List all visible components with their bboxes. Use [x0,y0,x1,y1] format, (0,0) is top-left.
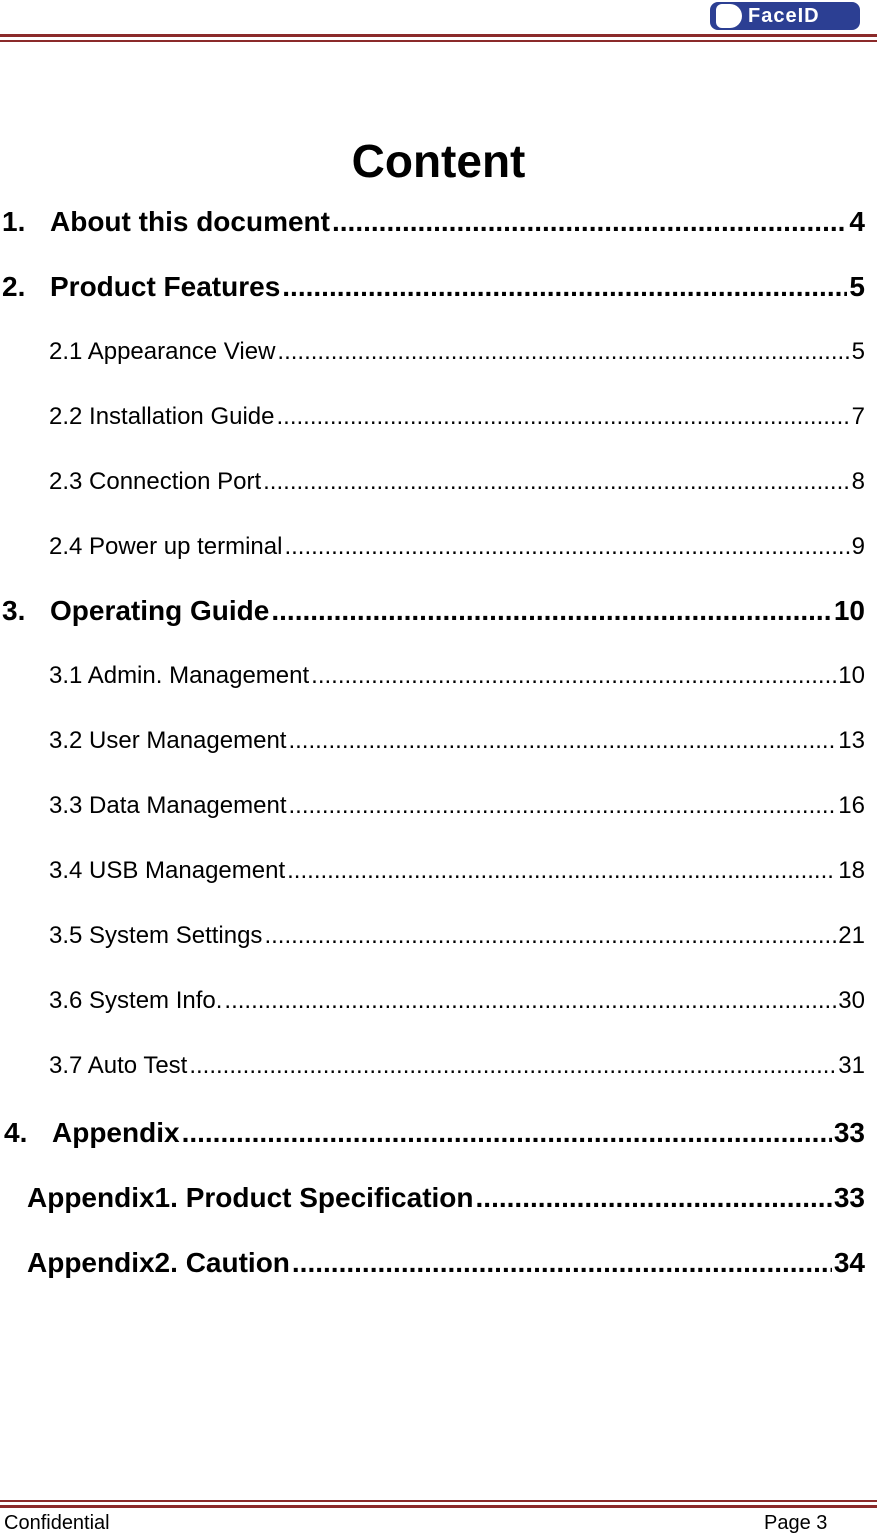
toc-page: 18 [838,857,865,884]
toc-page: 9 [851,533,865,560]
toc-number: 3. [2,595,26,626]
toc-entry[interactable] [49,662,865,690]
toc-page: 10 [833,595,865,626]
toc-page: 8 [851,468,865,495]
toc-entry[interactable] [49,338,865,366]
toc-entry[interactable] [49,922,865,950]
toc-page: 34 [833,1247,865,1278]
toc-label: 3.3 Data Management [49,792,287,819]
toc-number: 1. [2,206,26,237]
toc-leader [264,922,836,950]
toc-leader [288,727,836,755]
toc-label: 3.4 USB Management [49,857,286,884]
toc-page: 5 [849,271,865,302]
footer-page-number: Page 3 [764,1512,828,1534]
toc-leader [189,1052,836,1080]
faceid-logo [710,2,860,30]
toc-leader [282,271,847,303]
toc-label: 3.6 System Info. [49,987,223,1014]
toc-label: 2.1 Appearance View [49,338,276,365]
toc-entry[interactable] [49,857,865,885]
toc-entry[interactable] [2,206,865,238]
toc-entry[interactable] [49,533,865,561]
toc-leader [287,857,836,885]
toc-leader [288,792,836,820]
toc-number: 2. [2,271,26,302]
toc-label: 2.4 Power up terminal [49,533,283,560]
toc-page: 5 [851,338,865,365]
toc-entry[interactable] [27,1182,865,1214]
footer-confidential: Confidential [4,1512,110,1534]
toc-entry[interactable] [49,403,865,431]
face-icon [716,4,742,28]
header-rule-top [0,34,877,37]
toc-leader [277,338,849,366]
toc-entry[interactable] [49,1052,865,1080]
toc-label: Operating Guide [50,595,270,626]
toc-page: 31 [838,1052,865,1079]
toc-label: 3.1 Admin. Management [49,662,310,689]
toc-leader [182,1117,832,1149]
toc-leader [276,403,849,431]
toc-label: Appendix2. Caution [27,1247,290,1278]
toc-page: 4 [849,206,865,237]
toc-entry[interactable] [49,792,865,820]
toc-page: 21 [838,922,865,949]
toc-label: 2.2 Installation Guide [49,403,275,430]
toc-leader [311,662,836,690]
footer-rule-top [0,1500,877,1502]
page-title: Content [351,135,526,187]
toc-entry[interactable] [2,271,865,303]
footer-rule-bottom [0,1505,877,1508]
toc-leader [271,595,831,627]
toc-page: 13 [838,727,865,754]
toc-label: 3.5 System Settings [49,922,263,949]
toc-entry[interactable] [4,1117,865,1149]
toc-entry[interactable] [49,727,865,755]
toc-label: Appendix [52,1117,180,1148]
toc-leader [476,1182,832,1214]
toc-entry[interactable] [49,987,865,1015]
toc-page: 30 [838,987,865,1014]
toc-page: 33 [833,1182,865,1213]
toc-label: 2.3 Connection Port [49,468,262,495]
toc-leader [292,1247,832,1279]
toc-page: 10 [838,662,865,689]
toc-label: 3.7 Auto Test [49,1052,188,1079]
toc-leader [263,468,850,496]
toc-leader [224,987,836,1015]
toc-label: 3.2 User Management [49,727,287,754]
toc-label: Appendix1. Product Specification [27,1182,474,1213]
toc-label: About this document [50,206,330,237]
toc-page: 16 [838,792,865,819]
header-rule-bottom [0,40,877,42]
logo-text: FaceID [748,4,820,27]
toc-leader [284,533,849,561]
toc-page: 7 [851,403,865,430]
toc-entry[interactable] [49,468,865,496]
toc-page: 33 [833,1117,865,1148]
toc-leader [332,206,847,238]
toc-label: Product Features [50,271,281,302]
toc-number: 4. [4,1117,28,1148]
toc-entry[interactable] [27,1247,865,1279]
toc-entry[interactable] [2,595,865,627]
